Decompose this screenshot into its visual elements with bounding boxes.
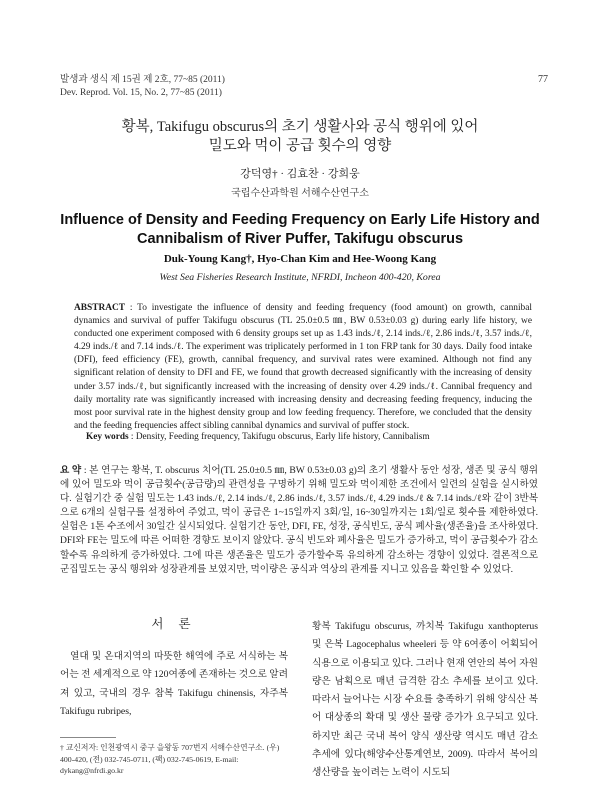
abstract-label: ABSTRACT: [74, 303, 126, 313]
keywords-label: Key words: [86, 432, 129, 442]
introduction-heading: 서 론: [151, 617, 197, 631]
abstract: [74, 302, 532, 433]
korean-title-line-1: 황복, Takifugu obscurus의 초기 생활사와 공식 행위에 있어: [121, 119, 479, 135]
page-number: 77: [538, 74, 548, 85]
keywords: [86, 431, 532, 444]
running-head: [60, 74, 225, 100]
running-head-english: Dev. Reprod. Vol. 15, No. 2, 77~85 (2011): [60, 88, 222, 98]
english-authors: Duk-Young Kang†, Hyo-Chan Kim and Hee-Woong Kang: [163, 253, 437, 265]
english-title-line-1: Influence of Density and Feeding Frequency on Early Life History and: [60, 212, 540, 228]
left-column: [60, 614, 288, 722]
korean-summary-label: 요 약: [60, 465, 82, 476]
running-head-korean: 발생과 생식 제 15권 제 2호, 77~85 (2011): [60, 75, 225, 85]
korean-affiliation: 국립수산과학원 서해수산연구소: [231, 188, 369, 199]
corresponding-author-footnote: † 교신저자: 인천광역시 중구 을왕동 707번지 서해수산연구소. (우) 400-420, (전) 032-745-0711, (팩) 032-745-0619, E-mail: dykang@nfrdi.go.kr: [60, 743, 280, 775]
korean-title-line-2: 밀도와 먹이 공급 횟수의 영향: [208, 138, 392, 154]
abstract-text: : To investigate the influence of density and feeding frequency (food amount) on growth, cannibal dynamics and survival of puffer Takifugu obscurus (TL 25.0±0.5 ㎜, BW 0.53±0.03 g) during early life history, we conducted one experiment composed with 6 density groups set up as 1.43 inds./ℓ, 2.14 inds./ℓ, 2.86 inds./ℓ, 3.57 inds./ℓ, 4.29 inds./ℓ and 7.14 inds./ℓ. The experiment was triplicately performed in 1 ton FRP tank for 30 days. Daily food intake (DFI), feed efficiency (FE), growth, cannibal frequency, and survival rates were examined. Although not find any significant relation of density to DFI and FE, we found that growth decreased significantly with the increasing of density under 3.57 inds./ℓ, but significantly increased with the increasing of density over 4.29 inds./ℓ. Cannibal frequency and daily mortality rate was significantly increased with increasing density and decreasing feeding frequency, inducing the most poor survival rate in the highest density group and low feeding frequency. Therefore, we concluded that the density and the feeding frequencies affect sibling cannibal dynamics and survival of puffer stock.: [74, 303, 532, 431]
footnote-divider: [60, 737, 116, 738]
english-title: [40, 211, 560, 249]
introduction-right-text: 황복 Takifugu obscurus, 까치복 Takifugu xanthopterus 및 은복 Lagocephalus wheeleri 등 약 6여종이 어획되어 식용으로 이용되고 있다. 그러나 현재 연안의 복어 자원량은 남획으로 매년 급격한 감소 추세를 보이고 있다. 따라서 늘어나는 시장 수요를 충족하기 위해 양식산 복어 대상종의 확대 및 생산 물량 증가가 요구되고 있다. 하지만 최근 국내 복어 양식 생산량 역시도 매년 감소 추세에 있다(해양수산통계연보, 2009). 따라서 복어의 생산량을 높이려는 노력이 시도되: [312, 621, 538, 779]
korean-authors: 강덕영† · 김효찬 · 강희웅: [240, 168, 360, 180]
english-affiliation: West Sea Fisheries Research Institute, NFRDI, Incheon 400-420, Korea: [159, 272, 441, 283]
korean-summary-text: : 본 연구는 황복, T. obscurus 치어(TL 25.0±0.5 ㎜, BW 0.53±0.03 g)의 초기 생활사 동안 성장, 생존 및 공식 행위에 있어 밀도와 먹이 공급횟수(공급량)의 관련성을 구명하기 위해 밀도와 먹이제한 조건에서 일련의 실험을 실시하였다. 실험기간 중 실험 밀도는 1.43 inds./ℓ, 2.14 inds./ℓ, 2.86 inds./ℓ, 3.57 inds./ℓ, 4.29 inds./ℓ & 7.14 inds./ℓ와 같이 3반복으로 6개의 실험구를 설정하여 주었고, 먹이 공급은 1~15일까지 3회/일, 16~30일까지는 1회/일로 횟수를 제한하였다. 실험은 1톤 수조에서 30일간 실시되었다. 실험기간 동안, DFI, FE, 성장, 공식빈도, 공식 폐사율(생존율)을 조사하였다. DFI와 FE는 밀도에 따른 어떠한 경향도 보이지 않았다. 공식 빈도와 폐사율은 밀도가 증가하고, 먹이 공급횟수가 감소할수록 유의하게 증가하였다. 그에 따른 생존율은 밀도가 증가할수록 유의하게 감소하는 경향이 있었다. 결론적으로 군집밀도는 공식 행위와 성장관계를 보였지만, 먹이량은 공식과 역상의 관계를 지니고 있음을 확인할 수 있었다.: [60, 465, 538, 575]
korean-summary: [60, 464, 538, 577]
keywords-text: : Density, Feeding frequency, Takifugu obscurus, Early life history, Cannibalism: [128, 432, 430, 442]
korean-title: [40, 118, 560, 156]
english-title-line-2: Cannibalism of River Puffer, Takifugu obscurus: [136, 231, 464, 247]
introduction-left-text: 열대 및 온대지역의 따뜻한 해역에 주로 서식하는 복어는 전 세계적으로 약 120여종에 존재하는 것으로 알려져 있고, 국내의 경우 참복 Takifugu chinensis, 자주복 Takifugu rubripes,: [60, 651, 289, 718]
